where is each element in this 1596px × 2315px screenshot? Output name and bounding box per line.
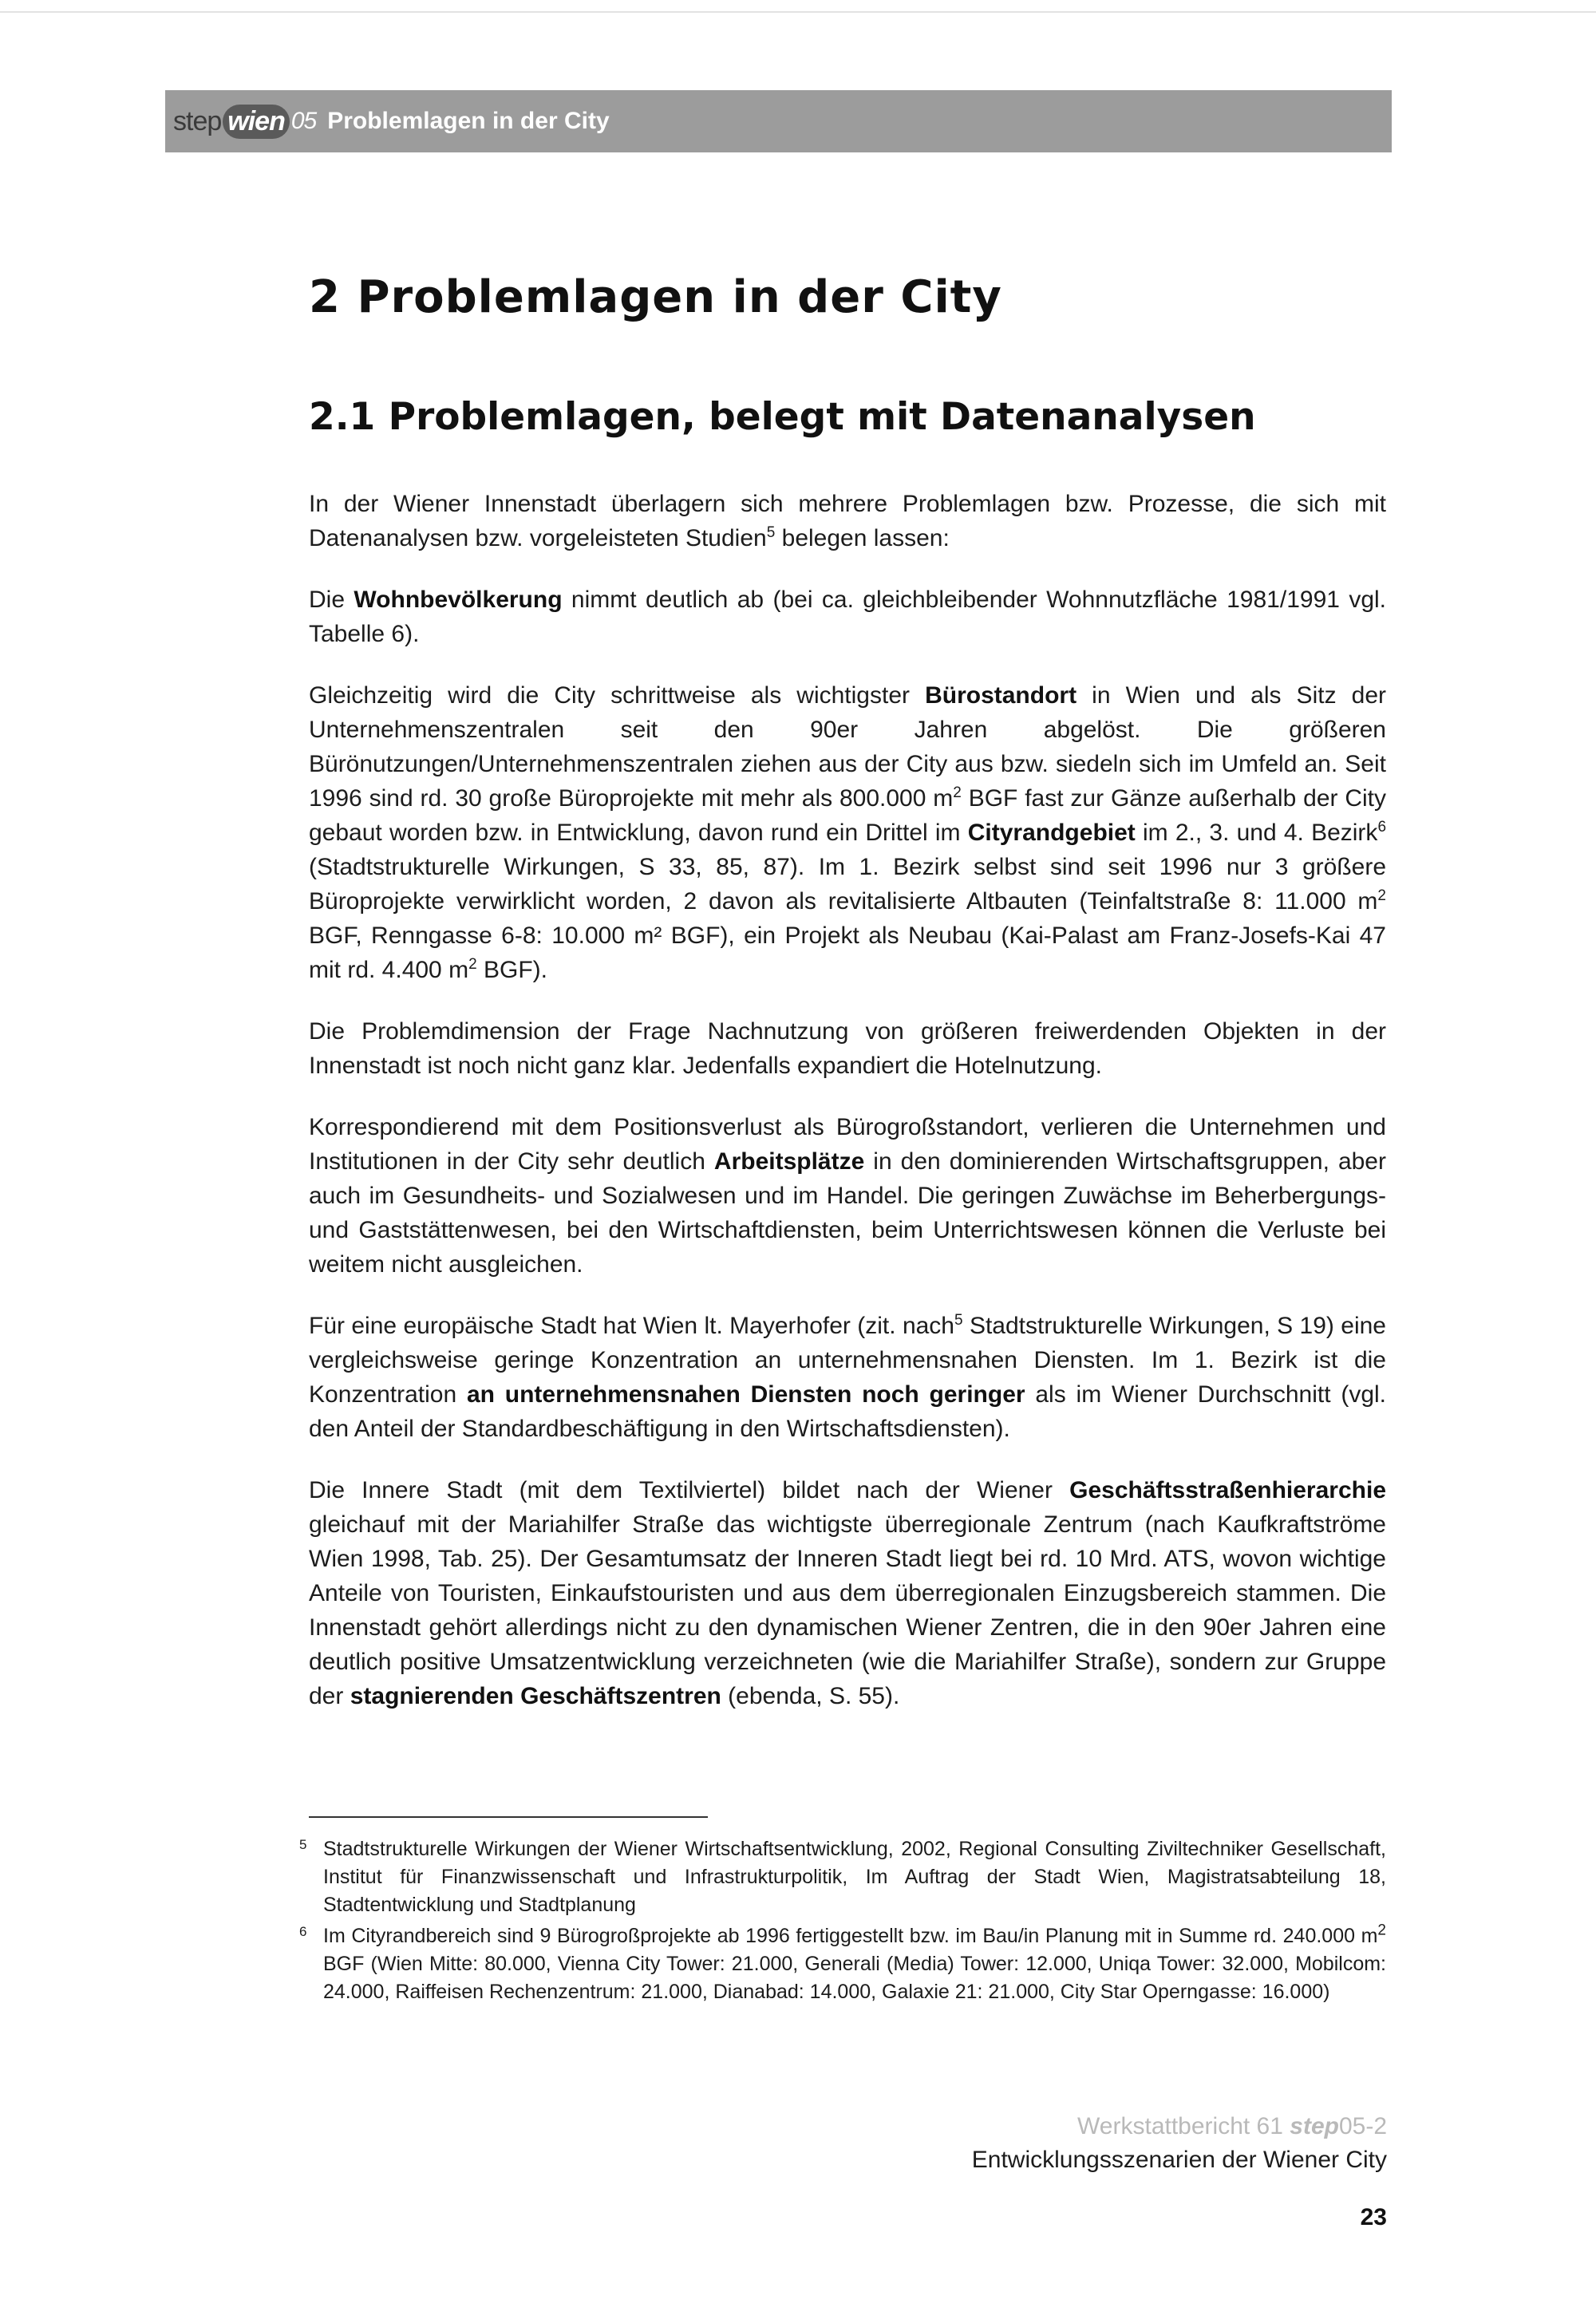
paragraph-geschaeftsstrassen: Die Innere Stadt (mit dem Textilviertel) bildet nach der Wiener Geschäftsstraßenhierarchie gleichauf mit der Mariahilfer Straße das wichtigste überregionale Zentrum (nach Kaufkraftströme Wien 1998, Tab. 25). Der Gesamtumsatz der Inneren Stadt liegt bei rd. 10 Mrd. ATS, wovon wichtige Anteile von Touristen, Einkaufstouristen und aus dem überregionalen Einzugsbereich stammen. Die Innenstadt gehört allerdings nicht zu den dynamischen Wiener Zentren, die in den 90er Jahren eine deutlich positive Umsatzentwicklung verzeichneten (wie die Mariahilfer Straße), sondern zur Gruppe der stagnierenden Geschäftszentren (ebenda, S. 55). — [309, 1477, 1386, 1709]
footnote-ref-5[interactable]: 5 — [766, 524, 776, 541]
footnote-6 — [299, 1922, 1386, 2006]
footnotes — [299, 1835, 1386, 2009]
footnote-ref-5-second[interactable]: 5 — [954, 1312, 963, 1329]
section-title: 2.1 Problemlagen, belegt mit Datenanalysen — [309, 395, 1256, 439]
top-rule — [0, 11, 1596, 13]
page-content — [309, 271, 1386, 1740]
footnote-mark: 5 — [299, 1837, 307, 1852]
page-number: 23 — [1360, 2204, 1387, 2230]
header-bar — [165, 90, 1392, 152]
footnote-text: Stadtstrukturelle Wirkungen der Wiener Wirtschaftsentwicklung, 2002, Regional Consulting Ziviltechniker Gesellschaft, Institut für Finanzwissenschaft und Infrastrukturpolitik, Im Auftrag der Stadt Wien, Magistratsabteilung 18, Stadtentwicklung und Stadtplanung — [323, 1838, 1386, 1916]
logo-wien-text: wien — [223, 105, 290, 139]
paragraph-buerostandort: Gleichzeitig wird die City schrittweise als wichtigster Bürostandort in Wien und als Sitz der Unternehmenszentralen seit den 90er Jahren abgelöst. Die größeren Bürönutzungen/Unternehmenszentralen ziehen aus der City aus bzw. siedeln sich im Umfeld an. Seit 1996 sind rd. 30 große Büroprojekte mit mehr als 800.000 $m^2$ BGF fast zur Gänze außerhalb der City gebaut worden bzw. in Entwicklung, davon rund ein Drittel im Cityrandgebiet im 2., 3. und 4. Bezirk$^6$ (Stadtstrukturelle Wirkungen, S 33, 85, 87). Im 1. Bezirk selbst sind seit 1996 nur 3 größere Büroprojekte verwirklicht worden, 2 davon als revitalisierte Altbauten (Teinfaltstraße 8: 11.000 $m^2$ BGF, Renngasse 6-8: 10.000 m² BGF), ein Projekt als Neubau (Kai-Palast am Franz-Josefs-Kai 47 mit rd. 4.400 $m^2$ BGF). — [309, 682, 1387, 983]
footnote-ref-6[interactable]: 6 — [1377, 819, 1387, 836]
footer-report-title: Entwicklungsszenarien der Wiener City — [971, 2147, 1387, 2173]
footnote-divider — [309, 1816, 708, 1818]
header-title: Problemlagen in der City — [327, 108, 610, 134]
paragraph-arbeitsplaetze: Korrespondierend mit dem Positionsverlust als Bürogroßstandort, verlieren die Unternehmen und Institutionen in der City sehr deutlich Arbeitsplätze in den dominierenden Wirtschaftsgruppen, aber auch im Gesundheits- und Sozialwesen und im Handel. Die geringen Zuwächse im Beherbergungs- und Gaststättenwesen, bei den Wirtschaftdiensten, beim Unterrichtswesen können die Verluste bei weitem nicht ausgleichen. — [309, 1114, 1386, 1278]
chapter-title: 2 Problemlagen in der City — [309, 271, 1002, 323]
paragraph-intro: In der Wiener Innenstadt überlagern sich mehrere Problemlagen bzw. Prozesse, die sich mit Datenanalysen bzw. vorgeleisteten Studien$^5$ belegen lassen: — [309, 491, 1386, 551]
paragraph-nachnutzung: Die Problemdimension der Frage Nachnutzung von größeren freiwerdenden Objekten in der Innenstadt ist noch nicht ganz klar. Jedenfalls expandiert die Hotelnutzung. — [309, 1018, 1386, 1079]
footnote-mark: 6 — [299, 1924, 307, 1939]
logo-step-text: step — [173, 105, 222, 136]
stepwien-logo — [165, 90, 316, 152]
logo-year-text: 05 — [290, 108, 317, 134]
footnote-text: Im Cityrandbereich sind 9 Bürogroßprojekte ab 1996 fertiggestellt bzw. im Bau/in Planung mit in Summe rd. 240.000 $m^2$ BGF (Wien Mitte: 80.000, Vienna City Tower: 21.000, Generali (Media) Tower: 12.000, Uniqa Tower: 32.000, Mobilcom: 24.000, Raiffeisen Rechenzentrum: 21.000, Dianabad: 14.000, Galaxie 21: 21.000, City Star Operngasse: 16.000) — [323, 1922, 1386, 2003]
footer-report-id: Werkstattbericht 61 step05-2 — [1077, 2113, 1387, 2139]
footnote-5 — [299, 1835, 1386, 1919]
paragraph-wohnbevoelkerung: Die Wohnbevölkerung nimmt deutlich ab (bei ca. gleichbleibender Wohnnutzfläche 1981/1991 vgl. Tabelle 6). — [309, 587, 1386, 647]
page-footer — [972, 2110, 1387, 2177]
paragraph-unternehmensnahe-dienste: Für eine europäische Stadt hat Wien lt. Mayerhofer (zit. nach$^5$ Stadtstrukturelle Wirkungen, S 19) eine vergleichsweise geringe Konzentration an unternehmensnahen Diensten. Im 1. Bezirk ist die Konzentration an unternehmensnahen Diensten noch geringer als im Wiener Durchschnitt (vgl. den Anteil der Standardbeschäftigung in den Wirtschaftsdiensten). — [309, 1312, 1386, 1442]
